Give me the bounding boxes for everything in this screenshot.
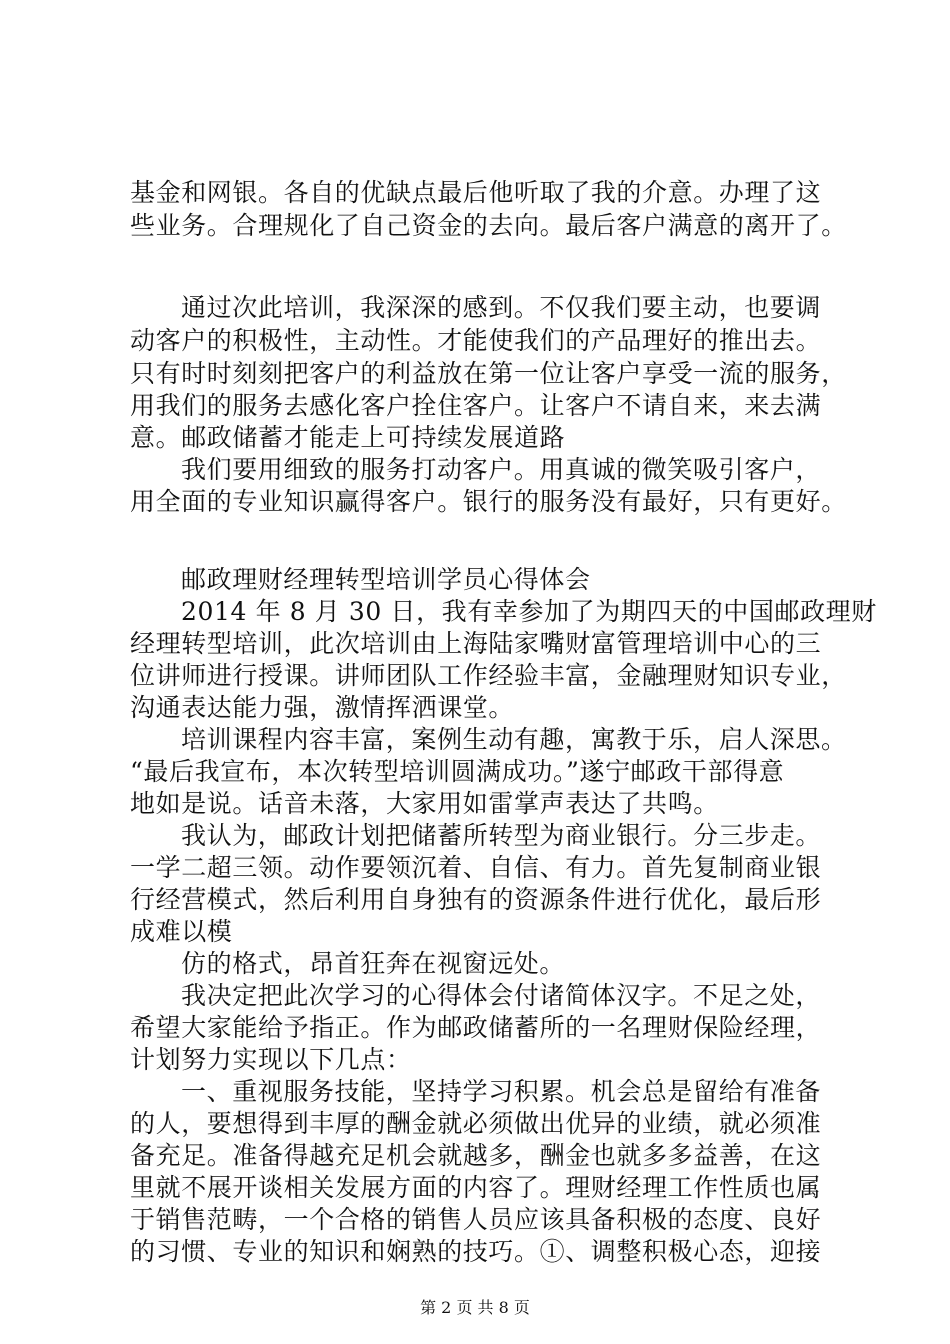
- section-title: 邮政理财经理转型培训学员心得体会: [181, 565, 591, 594]
- body-line: 意。邮政储蓄才能走上可持续发展道路: [130, 423, 566, 452]
- body-line: 用我们的服务去感化客户拴住客户。让客户不请自来，来去满: [130, 391, 822, 420]
- body-line: 我决定把此次学习的心得体会付诸简体汉字。不足之处，: [181, 981, 822, 1010]
- body-line: 些业务。合理规化了自己资金的去向。最后客户满意的离开了。: [130, 211, 847, 240]
- body-line: 地如是说。话音未落，大家用如雷掌声表达了共鸣。: [130, 789, 719, 818]
- body-line: 计划努力实现以下几点：: [130, 1045, 412, 1074]
- body-line: 经理转型培训，此次培训由上海陆家嘴财富管理培训中心的三: [130, 629, 822, 658]
- body-line: 培训课程内容丰富，案例生动有趣，寓教于乐，启人深思。: [181, 725, 847, 754]
- body-line: 仿的格式，昂首狂奔在视窗远处。: [181, 949, 566, 978]
- page-footer: [0, 1298, 950, 1318]
- body-line: 动客户的积极性，主动性。才能使我们的产品理好的推出去。: [130, 326, 822, 355]
- body-line: 通过次此培训，我深深的感到。不仅我们要主动，也要调: [181, 293, 822, 322]
- body-line: 我认为，邮政计划把储蓄所转型为商业银行。分三步走。: [181, 821, 822, 850]
- body-line: 成难以模: [130, 917, 233, 946]
- body-line: 我们要用细致的服务打动客户。用真诚的微笑吸引客户，: [181, 455, 822, 484]
- body-line: 基金和网银。各自的优缺点最后他听取了我的介意。办理了这: [130, 178, 822, 207]
- body-line: 的人，要想得到丰厚的酬金就必须做出优异的业绩，就必须准: [130, 1109, 822, 1138]
- body-line: 的习惯、专业的知识和娴熟的技巧。①、调整积极心态，迎接: [130, 1237, 822, 1266]
- body-line: 于销售范畴，一个合格的销售人员应该具备积极的态度、良好: [130, 1205, 822, 1234]
- body-line: 一学二超三领。动作要领沉着、自信、有力。首先复制商业银: [130, 853, 822, 882]
- body-line: 只有时时刻刻把客户的利益放在第一位让客户享受一流的服务，: [130, 359, 847, 388]
- body-line: 希望大家能给予指正。作为邮政储蓄所的一名理财保险经理，: [130, 1013, 822, 1042]
- body-line: 2014 年 8 月 30 日，我有幸参加了为期四天的中国邮政理财: [181, 597, 877, 626]
- body-line: 行经营模式，然后利用自身独有的资源条件进行优化，最后形: [130, 885, 822, 914]
- page-number-label: 第 2 页 共 8 页: [420, 1298, 530, 1317]
- body-line: “最后我宣布，本次转型培训圆满成功。”遂宁邮政干部得意: [130, 757, 785, 786]
- body-line: 位讲师进行授课。讲师团队工作经验丰富，金融理财知识专业，: [130, 661, 847, 690]
- body-line: 备充足。准备得越充足机会就越多，酬金也就多多益善，在这: [130, 1141, 822, 1170]
- body-line: 沟通表达能力强，激情挥洒课堂。: [130, 693, 515, 722]
- body-line: 用全面的专业知识赢得客户。银行的服务没有最好，只有更好。: [130, 487, 847, 516]
- body-line: 一、重视服务技能，坚持学习积累。机会总是留给有准备: [181, 1077, 822, 1106]
- body-line: 里就不展开谈相关发展方面的内容了。理财经理工作性质也属: [130, 1173, 822, 1202]
